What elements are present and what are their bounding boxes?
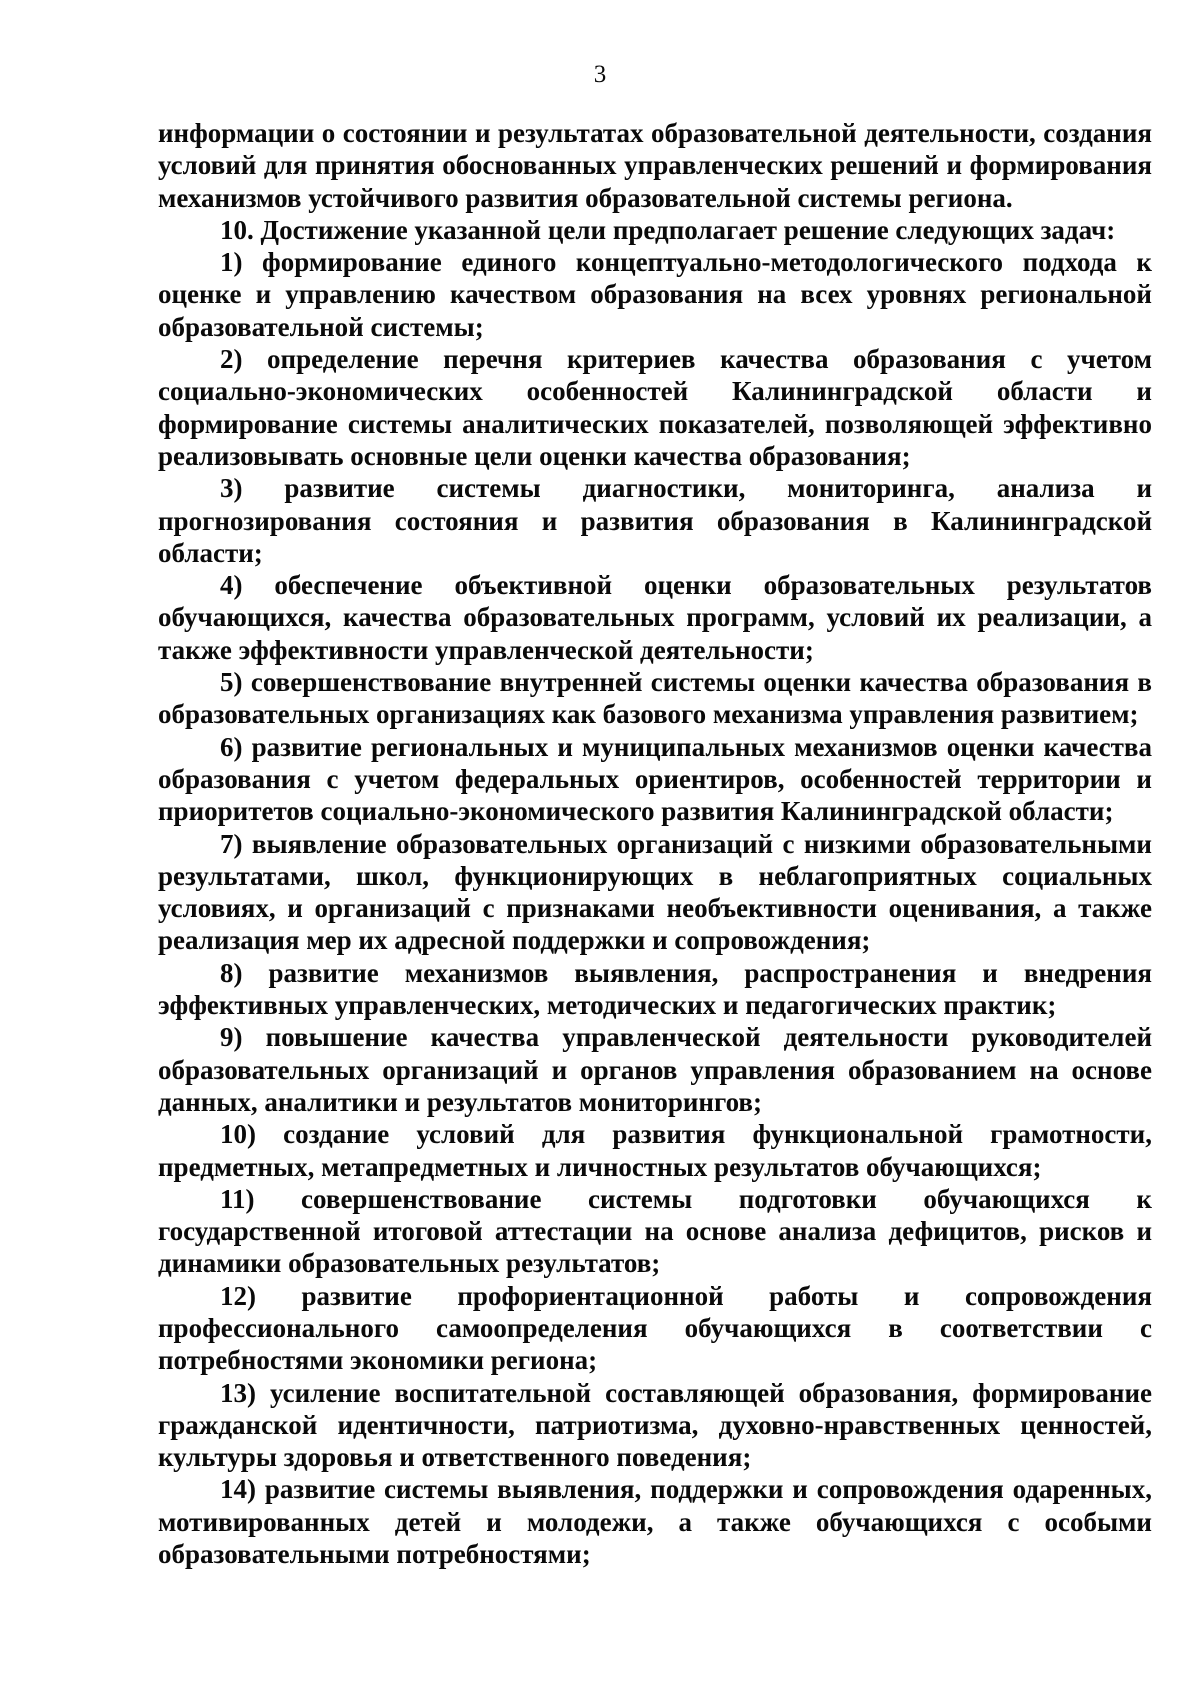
list-item: 12) развитие профориентационной работы и сопровождения профессионального самоопределения обучающихся в соответствии с потребностями экономики региона; [158, 1280, 1152, 1376]
list-item: 6) развитие региональных и муниципальных механизмов оценки качества образования с учетом федеральных ориентиров, особенностей территории и приоритетов социально-экономического развития Калининградской области; [158, 731, 1152, 827]
list-item: 7) выявление образовательных организаций с низкими образовательными результатами, школ, функционирующих в неблагоприятных социальных условиях, и организаций с признаками необъективности оценивания, а также реализация мер их адресной поддержки и сопровождения; [158, 828, 1152, 956]
list-item: 3) развитие системы диагностики, мониторинга, анализа и прогнозирования состояния и развития образования в Калининградской области; [158, 473, 1152, 568]
page-number: 3 [593, 61, 607, 88]
paragraph-continuation: информации о состоянии и результатах образовательной деятельности, создания условий для принятия обоснованных управленческих решений и формирования механизмов устойчивого развития образовательной системы региона. [158, 118, 1152, 213]
list-item: 1) формирование единого концептуально-методологического подхода к оценке и управлению качеством образования на всех уровнях региональной образовательной системы; [158, 247, 1152, 342]
list-item: 2) определение перечня критериев качества образования с учетом социально-экономических особенностей Калининградской области и формирование системы аналитических показателей, позволяющей эффективно реализовывать основные цели оценки качества образования; [158, 344, 1152, 471]
list-item: 14) развитие системы выявления, поддержки и сопровождения одаренных, мотивированных детей и молодежи, а также обучающихся с особыми образовательными потребностями; [158, 1474, 1152, 1570]
list-item: 9) повышение качества управленческой деятельности руководителей образовательных организаций и органов управления образованием на основе данных, аналитики и результатов мониторингов; [158, 1022, 1152, 1117]
list-item: 11) совершенствование системы подготовки обучающихся к государственной итоговой аттестации на основе анализа дефицитов, рисков и динамики образовательных результатов; [158, 1183, 1152, 1279]
list-item: 10) создание условий для развития функциональной грамотности, предметных, метапредметных и личностных результатов обучающихся; [158, 1119, 1152, 1182]
list-item: 4) обеспечение объективной оценки образовательных результатов обучающихся, качества образовательных программ, условий их реализации, а также эффективности управленческой деятельности; [158, 570, 1152, 665]
list-item: 8) развитие механизмов выявления, распространения и внедрения эффективных управленческих, методических и педагогических практик; [158, 957, 1152, 1021]
document-body [158, 117, 1152, 1570]
list-item: 13) усиление воспитательной составляющей образования, формирование гражданской идентичности, патриотизма, духовно-нравственных ценностей, культуры здоровья и ответственного поведения; [158, 1377, 1152, 1473]
paragraph-item-10: 10. Достижение указанной цели предполагает решение следующих задач: [220, 214, 1116, 245]
list-item: 5) совершенствование внутренней системы оценки качества образования в образовательных организациях как базового механизма управления развитием; [158, 667, 1152, 730]
